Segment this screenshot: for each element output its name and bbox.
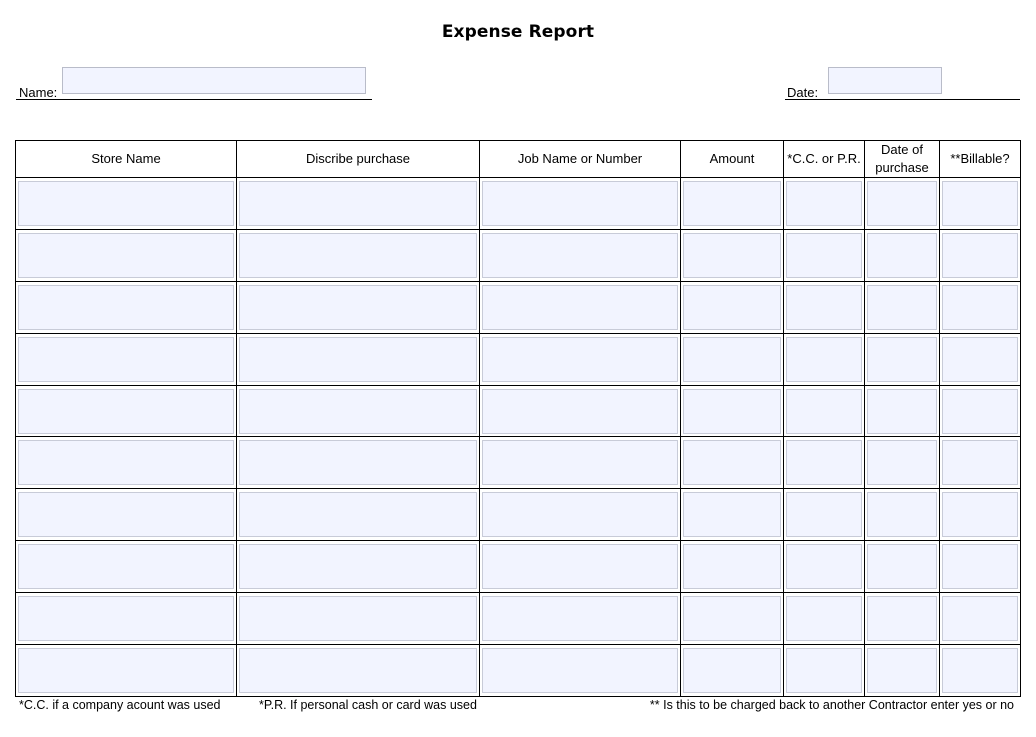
job-name-input[interactable] [482, 389, 678, 434]
billable-input[interactable] [942, 596, 1018, 641]
table-cell [784, 385, 865, 437]
payment-type-input[interactable] [786, 596, 862, 641]
table-cell [784, 489, 865, 541]
table-cell [237, 178, 480, 230]
table-cell [784, 229, 865, 281]
table-cell [480, 281, 681, 333]
billable-input[interactable] [942, 337, 1018, 382]
table-cell [237, 489, 480, 541]
store-name-input[interactable] [18, 648, 234, 693]
table-body [16, 178, 1021, 697]
amount-input[interactable] [683, 440, 781, 485]
table-cell [865, 333, 940, 385]
table-row [16, 178, 1021, 230]
table-cell [940, 178, 1021, 230]
date-underline [785, 99, 1020, 100]
expense-table [15, 140, 1021, 697]
job-name-input[interactable] [482, 181, 678, 226]
table-cell [237, 281, 480, 333]
table-cell [940, 281, 1021, 333]
job-name-input[interactable] [482, 233, 678, 278]
column-header-billable: **Billable? [940, 141, 1021, 178]
payment-type-input[interactable] [786, 544, 862, 589]
date-of-purchase-input[interactable] [867, 648, 937, 693]
billable-input[interactable] [942, 233, 1018, 278]
date-of-purchase-input[interactable] [867, 285, 937, 330]
table-row [16, 333, 1021, 385]
table-cell [480, 229, 681, 281]
date-of-purchase-input[interactable] [867, 389, 937, 434]
job-name-input[interactable] [482, 440, 678, 485]
job-name-input[interactable] [482, 596, 678, 641]
amount-input[interactable] [683, 544, 781, 589]
table-cell [16, 385, 237, 437]
amount-input[interactable] [683, 181, 781, 226]
footnote-personal-cash: *P.R. If personal cash or card was used [259, 698, 477, 712]
store-name-input[interactable] [18, 389, 234, 434]
date-of-purchase-input[interactable] [867, 181, 937, 226]
table-cell [480, 437, 681, 489]
table-cell [940, 437, 1021, 489]
table-cell [865, 385, 940, 437]
footnote-company-account: *C.C. if a company acount was used [19, 698, 221, 712]
table-cell [237, 333, 480, 385]
job-name-input[interactable] [482, 337, 678, 382]
table-cell [784, 281, 865, 333]
table-cell [784, 593, 865, 645]
billable-input[interactable] [942, 181, 1018, 226]
store-name-input[interactable] [18, 544, 234, 589]
date-of-purchase-input[interactable] [867, 440, 937, 485]
table-row [16, 437, 1021, 489]
payment-type-input[interactable] [786, 648, 862, 693]
job-name-input[interactable] [482, 544, 678, 589]
date-of-purchase-input[interactable] [867, 337, 937, 382]
date-field[interactable] [828, 67, 942, 94]
table-cell [237, 385, 480, 437]
date-of-purchase-input[interactable] [867, 233, 937, 278]
payment-type-input[interactable] [786, 389, 862, 434]
table-cell [681, 541, 784, 593]
table-cell [480, 178, 681, 230]
store-name-input[interactable] [18, 596, 234, 641]
table-cell [681, 229, 784, 281]
describe-purchase-input[interactable] [239, 492, 477, 537]
table-cell [16, 645, 237, 697]
column-header-job-name: Job Name or Number [480, 141, 681, 178]
store-name-input[interactable] [18, 492, 234, 537]
table-cell [681, 645, 784, 697]
payment-type-input[interactable] [786, 337, 862, 382]
table-cell [237, 645, 480, 697]
amount-input[interactable] [683, 492, 781, 537]
table-cell [865, 178, 940, 230]
table-cell [940, 541, 1021, 593]
table-cell [681, 333, 784, 385]
date-label: Date: [787, 85, 819, 100]
table-cell [16, 437, 237, 489]
page-title: Expense Report [441, 22, 595, 42]
billable-input[interactable] [942, 492, 1018, 537]
store-name-input[interactable] [18, 440, 234, 485]
table-cell [784, 645, 865, 697]
table-row [16, 593, 1021, 645]
table-cell [480, 333, 681, 385]
store-name-input[interactable] [18, 337, 234, 382]
column-header-describe-purchase: Discribe purchase [237, 141, 480, 178]
amount-input[interactable] [683, 648, 781, 693]
name-label: Name: [19, 85, 58, 100]
table-cell [681, 281, 784, 333]
table-row [16, 385, 1021, 437]
table-cell [16, 229, 237, 281]
table-cell [480, 541, 681, 593]
billable-input[interactable] [942, 440, 1018, 485]
amount-input[interactable] [683, 337, 781, 382]
table-cell [16, 489, 237, 541]
table-cell [16, 593, 237, 645]
store-name-input[interactable] [18, 285, 234, 330]
table-cell [784, 541, 865, 593]
table-cell [865, 229, 940, 281]
table-cell [784, 333, 865, 385]
table-cell [865, 593, 940, 645]
amount-input[interactable] [683, 233, 781, 278]
table-cell [16, 281, 237, 333]
job-name-input[interactable] [482, 648, 678, 693]
table-cell [237, 593, 480, 645]
table-cell [480, 489, 681, 541]
describe-purchase-input[interactable] [239, 544, 477, 589]
store-name-input[interactable] [18, 181, 234, 226]
table-cell [681, 489, 784, 541]
name-field[interactable] [62, 67, 366, 94]
table-cell [940, 385, 1021, 437]
billable-input[interactable] [942, 544, 1018, 589]
name-underline [16, 99, 372, 100]
table-cell [940, 229, 1021, 281]
date-of-purchase-input[interactable] [867, 544, 937, 589]
describe-purchase-input[interactable] [239, 233, 477, 278]
table-cell [16, 178, 237, 230]
amount-input[interactable] [683, 285, 781, 330]
table-cell [940, 489, 1021, 541]
payment-type-input[interactable] [786, 440, 862, 485]
amount-input[interactable] [683, 596, 781, 641]
table-header-row [16, 141, 1021, 178]
describe-purchase-input[interactable] [239, 181, 477, 226]
amount-input[interactable] [683, 389, 781, 434]
store-name-input[interactable] [18, 233, 234, 278]
describe-purchase-input[interactable] [239, 596, 477, 641]
date-of-purchase-input[interactable] [867, 596, 937, 641]
table-cell [865, 645, 940, 697]
payment-type-input[interactable] [786, 181, 862, 226]
payment-type-input[interactable] [786, 285, 862, 330]
date-of-purchase-input[interactable] [867, 492, 937, 537]
column-header-amount: Amount [681, 141, 784, 178]
describe-purchase-input[interactable] [239, 648, 477, 693]
table-cell [237, 541, 480, 593]
job-name-input[interactable] [482, 285, 678, 330]
table-row [16, 541, 1021, 593]
table-cell [940, 333, 1021, 385]
payment-type-input[interactable] [786, 492, 862, 537]
table-cell [480, 645, 681, 697]
table-cell [237, 229, 480, 281]
payment-type-input[interactable] [786, 233, 862, 278]
column-header-store-name: Store Name [16, 141, 237, 178]
table-row [16, 229, 1021, 281]
table-row [16, 281, 1021, 333]
table-cell [16, 541, 237, 593]
table-cell [681, 437, 784, 489]
billable-input[interactable] [942, 648, 1018, 693]
billable-input[interactable] [942, 285, 1018, 330]
table-row [16, 645, 1021, 697]
table-cell [681, 593, 784, 645]
table-row [16, 489, 1021, 541]
job-name-input[interactable] [482, 492, 678, 537]
column-header-date-of-purchase: Date of purchase [865, 141, 940, 178]
table-cell [865, 541, 940, 593]
billable-input[interactable] [942, 389, 1018, 434]
table-cell [940, 645, 1021, 697]
table-cell [940, 593, 1021, 645]
table-cell [865, 281, 940, 333]
table-cell [784, 178, 865, 230]
table-cell [681, 385, 784, 437]
describe-purchase-input[interactable] [239, 440, 477, 485]
footnote-billable: ** Is this to be charged back to another Contractor enter yes or no [649, 698, 1014, 712]
describe-purchase-input[interactable] [239, 337, 477, 382]
table-cell [784, 437, 865, 489]
column-header-payment-type: *C.C. or P.R. [784, 141, 865, 178]
table-cell [16, 333, 237, 385]
table-cell [865, 489, 940, 541]
table-cell [237, 437, 480, 489]
describe-purchase-input[interactable] [239, 389, 477, 434]
table-cell [865, 437, 940, 489]
table-cell [480, 593, 681, 645]
table-cell [480, 385, 681, 437]
table-cell [681, 178, 784, 230]
describe-purchase-input[interactable] [239, 285, 477, 330]
